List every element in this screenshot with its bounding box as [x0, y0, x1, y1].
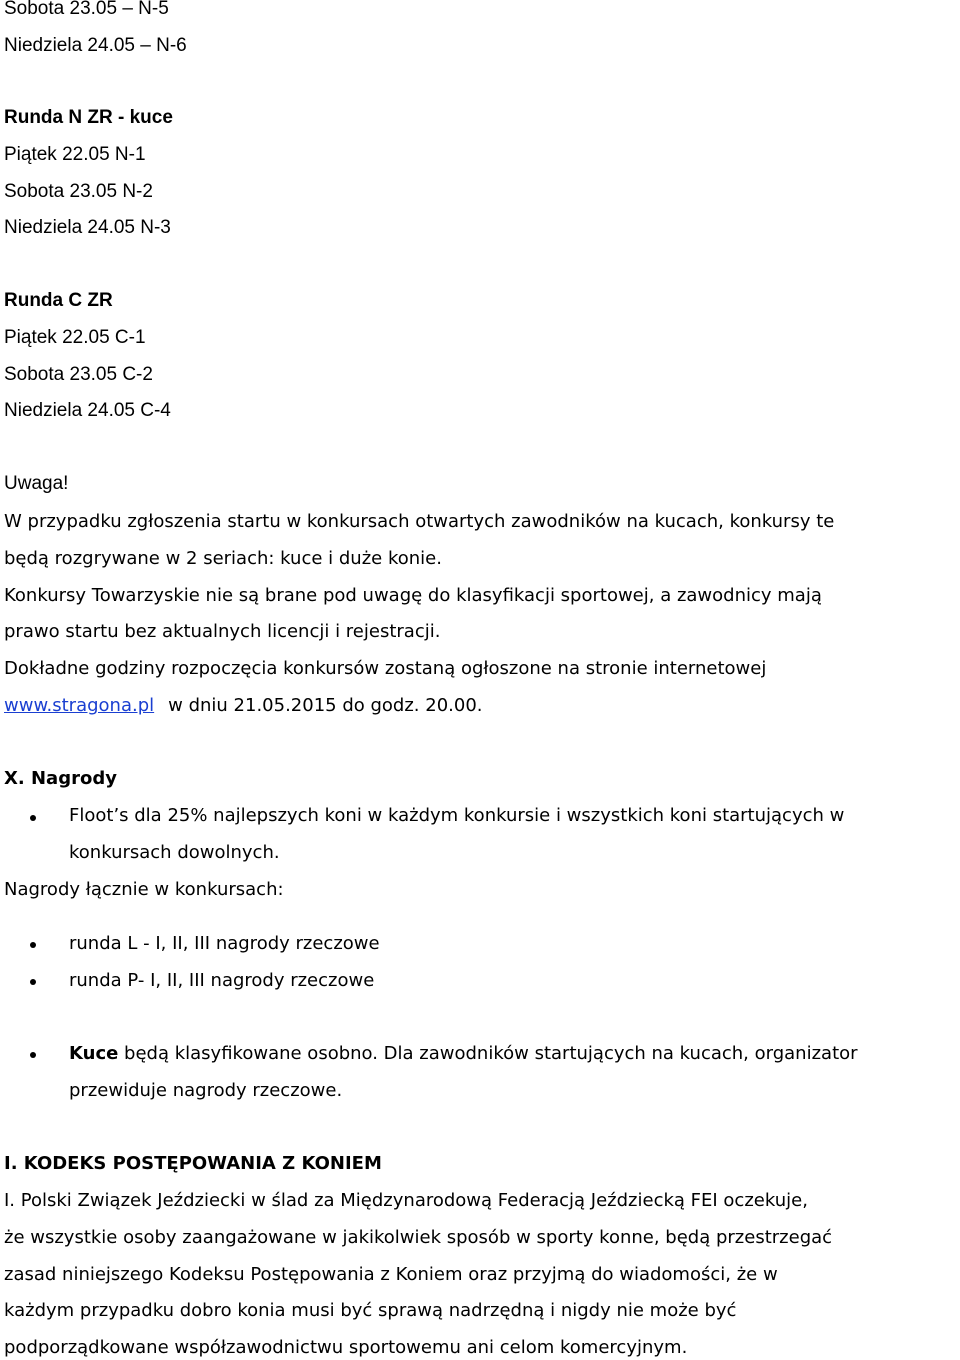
list-item: runda L - I, II, III nagrody rzeczowe: [69, 933, 380, 954]
code-text: I. Polski Związek Jeździecki w ślad za Międzynarodową Federacją Jeździecką FEI oczekuje,: [4, 1190, 808, 1211]
notice-text: W przypadku zgłoszenia startu w konkursach otwartych zawodników na kucach, konkursy te: [4, 511, 835, 532]
notice-text: będą rozgrywane w 2 seriach: kuce i duże konie.: [4, 548, 442, 569]
schedule-line: Piątek 22.05 N-1: [4, 144, 146, 165]
notice-text: Dokładne godziny rozpoczęcia konkursów zostaną ogłoszone na stronie internetowej: [4, 658, 767, 679]
prizes-heading: X. Nagrody: [4, 768, 117, 789]
schedule-line: Niedziela 24.05 – N-6: [4, 35, 187, 56]
code-text: podporządkowane współzawodnictwu sportowemu ani celom komercyjnym.: [4, 1337, 688, 1358]
notice-text: prawo startu bez aktualnych licencji i rejestracji.: [4, 621, 441, 642]
schedule-line: Sobota 23.05 – N-5: [4, 0, 169, 19]
schedule-line: Niedziela 24.05 N-3: [4, 217, 171, 238]
notice-title: Uwaga!: [4, 473, 69, 494]
list-item-continuation: konkursach dowolnych.: [69, 842, 280, 863]
notice-date-text: w dniu 21.05.2015 do godz. 20.00.: [168, 695, 483, 716]
bullet-icon: [30, 1052, 36, 1058]
list-item: runda P- I, II, III nagrody rzeczowe: [69, 970, 375, 991]
bullet-icon: [30, 979, 36, 985]
code-text: że wszystkie osoby zaangażowane w jakikolwiek sposób w sporty konne, będą przestrzegać: [4, 1227, 833, 1248]
bullet-icon: [30, 942, 36, 948]
list-item-continuation: przewiduje nagrody rzeczowe.: [69, 1080, 343, 1101]
code-text: każdym przypadku dobro konia musi być sprawą nadrzędną i nigdy nie może być: [4, 1300, 737, 1321]
schedule-line: Niedziela 24.05 C-4: [4, 400, 171, 421]
code-text: zasad niniejszego Kodeksu Postępowania z Koniem oraz przyjmą do wiadomości, że w: [4, 1264, 778, 1285]
schedule-line: Piątek 22.05 C-1: [4, 327, 146, 348]
schedule-line: Sobota 23.05 N-2: [4, 181, 153, 202]
code-heading: I. KODEKS POSTĘPOWANIA Z KONIEM: [4, 1153, 382, 1174]
list-item: [69, 1043, 858, 1065]
list-item: Floot’s dla 25% najlepszych koni w każdym konkursie i wszystkich koni startujących w: [69, 805, 845, 826]
round-n-zr-title: Runda N ZR - kuce: [4, 107, 173, 128]
notice-text: Konkursy Towarzyskie nie są brane pod uwagę do klasyfikacji sportowej, a zawodnicy mają: [4, 585, 822, 606]
bullet-icon: [30, 815, 36, 821]
notice-text-with-link: [4, 695, 483, 717]
ponies-label: Kuce: [69, 1043, 119, 1064]
schedule-line: Sobota 23.05 C-2: [4, 364, 153, 385]
prizes-total-label: Nagrody łącznie w konkursach:: [4, 879, 284, 900]
website-link[interactable]: www.stragona.pl: [4, 695, 155, 716]
round-c-zr-title: Runda C ZR: [4, 290, 113, 311]
ponies-text: będą klasyfikowane osobno. Dla zawodników startujących na kucach, organizator: [118, 1043, 858, 1064]
